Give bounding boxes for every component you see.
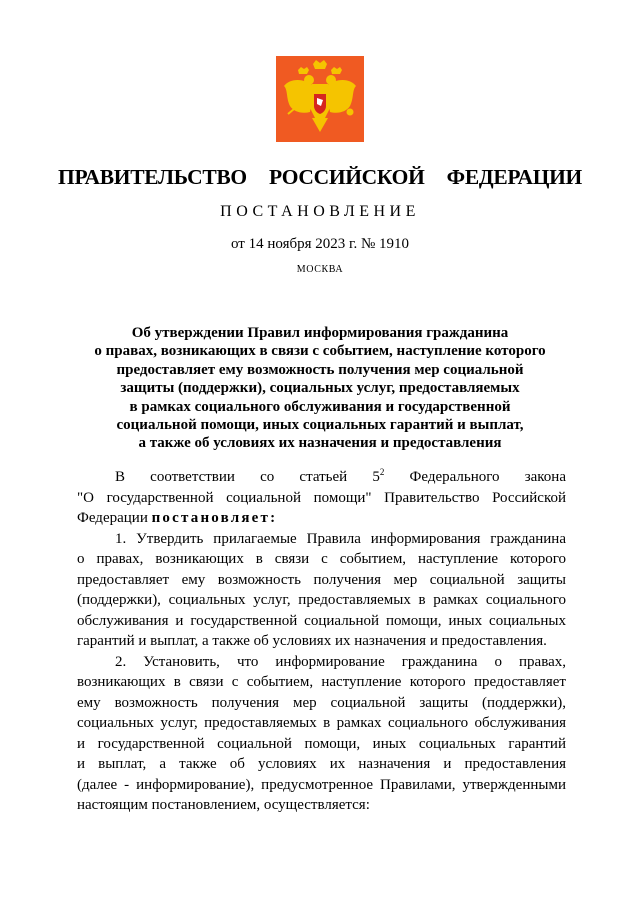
subject-line: защиты (поддержки), социальных услуг, предоставляемых (120, 380, 520, 397)
preamble-line (77, 508, 566, 529)
item-line: и государственной социальной помощи, иных социальных гарантий (77, 735, 566, 752)
document-type: ПОСТАНОВЛЕНИЕ (220, 203, 420, 220)
article-superscript: 2 (379, 467, 385, 477)
item-line: предоставляет ему возможность получения мер социальной защиты (77, 571, 566, 588)
item-line: гарантий и выплат, а также об условиях их назначения и предоставления. (77, 633, 547, 649)
item-2-paragraph (77, 652, 566, 816)
decree-word: постановляет: (151, 510, 278, 526)
preamble-text: Федерального закона (384, 469, 566, 485)
subject-line: в рамках социального обслуживания и государственной (129, 398, 511, 415)
subject-line: социальной помощи, иных социальных гарантий и выплат, (116, 417, 524, 434)
item-line: (поддержки), социальных услуг, предоставляемых в рамках социального (77, 592, 566, 608)
item-line: о правах, возникающих в связи с событием, наступление которого (77, 551, 566, 567)
item-line: (далее - информирование), предусмотренное Правилами, утвержденными (77, 776, 566, 793)
item-line: ему возможность получения мер социальной защиты (поддержки), (77, 694, 566, 711)
document-city: МОСКВА (296, 264, 344, 275)
preamble-line: "О государственной социальной помощи" Правительство Российской (77, 489, 566, 506)
document-subject (60, 324, 580, 453)
item-line: и выплат, а также об условиях их назначения и предоставления (77, 756, 566, 772)
subject-line: а также об условиях их назначения и предоставления (138, 435, 502, 452)
subject-line: о правах, возникающих в связи с событием, наступление которого (94, 343, 546, 360)
item-line: 2. Установить, что информирование гражданина о правах, (115, 653, 566, 670)
item-line: настоящим постановлением, осуществляется: (77, 797, 370, 813)
subject-line: Об утверждении Правил информирования гражданина (131, 325, 509, 341)
document-date: от 14 ноября 2023 г. № 1910 (230, 236, 410, 252)
preamble-text: Федерации (77, 510, 152, 526)
preamble-line (77, 467, 566, 488)
item-line: обслуживания и государственной социальной помощи, иных социальных (77, 612, 566, 629)
subject-line: предоставляет ему возможность получения мер социальной (116, 361, 524, 378)
document-body (77, 467, 566, 816)
item-line: 1. Утвердить прилагаемые Правила информирования гражданина (115, 530, 566, 547)
government-title: ПРАВИТЕЛЬСТВО РОССИЙСКОЙ ФЕДЕРАЦИИ (58, 165, 582, 189)
item-1-paragraph (77, 529, 566, 652)
item-line: социальных услуг, предоставляемых в рамках социального обслуживания (77, 715, 566, 731)
preamble-paragraph (77, 467, 566, 529)
coat-of-arms-icon (276, 56, 364, 142)
item-line: возникающих в связи с событием, наступление которого предоставляет (77, 674, 566, 690)
preamble-text: В соответствии со статьей 5 (115, 469, 380, 485)
